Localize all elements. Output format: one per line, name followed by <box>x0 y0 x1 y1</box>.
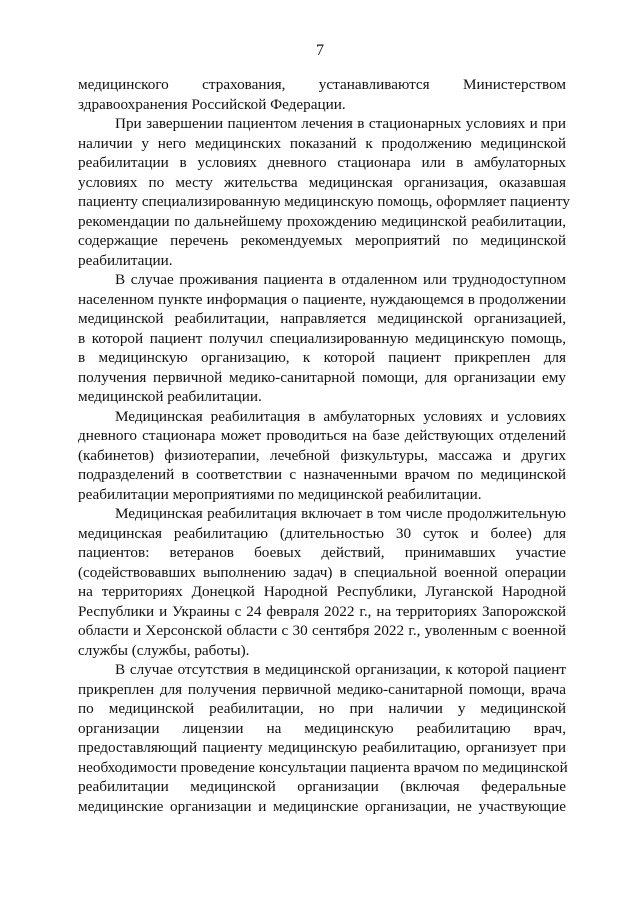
text-line: реабилитации мероприятиями по медицинской реабилитации. <box>78 485 482 503</box>
text-line: медицинского страхования, устанавливаются Министерством <box>78 76 566 93</box>
document-body <box>78 75 570 816</box>
text-line: При завершении пациентом лечения в стационарных условиях и при <box>115 115 566 132</box>
text-line: реабилитации. <box>78 251 173 269</box>
text-line: реабилитации в условиях дневного стационара или в амбулаторных <box>78 154 566 171</box>
text-line: (содействовавших выполнению задач) в специальной военной операции <box>78 563 566 581</box>
text-line: наличии у него медицинских показаний к продолжению медицинской <box>78 134 566 152</box>
text-line: службы (службы, работы). <box>78 641 250 659</box>
text-line: получения первичной медико-санитарной помощи, для организации ему <box>78 368 566 386</box>
paragraph <box>78 660 566 816</box>
text-line: дневного стационара может проводиться на базе действующих отделений <box>78 427 566 444</box>
text-line: реабилитации медицинской организации (включая федеральные <box>78 778 566 795</box>
text-line: по медицинской реабилитации, но при наличии у медицинской <box>78 700 566 717</box>
text-line: области и Херсонской области с 30 сентября 2022 г., уволенным с военной <box>78 622 566 639</box>
paragraph <box>78 504 566 660</box>
text-line: подразделений в соответствии с назначенными врачом по медицинской <box>78 466 566 483</box>
text-line: в которой пациент получил специализированную медицинскую помощь, <box>78 329 566 347</box>
text-line: В случае проживания пациента в отдаленном или труднодоступном <box>115 271 566 288</box>
text-line: рекомендации по дальнейшему прохождению медицинской реабилитации, <box>78 212 566 230</box>
paragraph <box>78 270 566 407</box>
text-line: медицинская реабилитацию (длительностью 30 суток и более) для <box>78 524 566 542</box>
paragraph <box>78 75 566 114</box>
text-line: условиях по месту жительства медицинская организация, оказавшая <box>78 173 566 191</box>
text-line: в медицинскую организацию, к которой пациент прикреплен для <box>78 349 566 366</box>
text-line: медицинской реабилитации. <box>78 388 262 405</box>
text-line: прикреплен для получения первичной медико-санитарной помощи, врача <box>78 680 566 698</box>
paragraph <box>78 407 566 505</box>
text-line: содержащие перечень рекомендуемых мероприятий по медицинской <box>78 232 566 249</box>
text-line: пациентов: ветеранов боевых действий, принимавших участие <box>78 544 566 561</box>
text-line: (кабинетов) физиотерапии, лечебной физкультуры, массажа и других <box>78 446 566 464</box>
text-line: медицинской реабилитации, направляется медицинской организацией, <box>78 310 566 327</box>
paragraph <box>78 114 570 270</box>
page-number: 7 <box>316 42 324 59</box>
text-line: Республики и Украины с 24 февраля 2022 г., на территориях Запорожской <box>78 602 566 620</box>
text-line: необходимости проведение консультации пациента врачом по медицинской <box>78 758 568 776</box>
text-line: медицинские организации и медицинские организации, не участвующие <box>78 797 566 815</box>
text-line: Медицинская реабилитация включает в том числе продолжительную <box>115 505 566 522</box>
text-line: организации лицензии на медицинскую реабилитацию врач, <box>78 719 566 737</box>
text-line: населенном пункте информация о пациенте, нуждающемся в продолжении <box>78 290 566 308</box>
text-line: предоставляющий пациенту медицинскую реабилитацию, организует при <box>78 739 566 756</box>
text-line: здравоохранения Российской Федерации. <box>78 95 346 113</box>
text-line: на территориях Донецкой Народной Республики, Луганской Народной <box>78 583 566 600</box>
text-line: Медицинская реабилитация в амбулаторных условиях и условиях <box>115 407 566 425</box>
text-line: пациенту специализированную медицинскую помощь, оформляет пациенту <box>78 193 570 210</box>
text-line: В случае отсутствия в медицинской организации, к которой пациент <box>115 661 566 678</box>
